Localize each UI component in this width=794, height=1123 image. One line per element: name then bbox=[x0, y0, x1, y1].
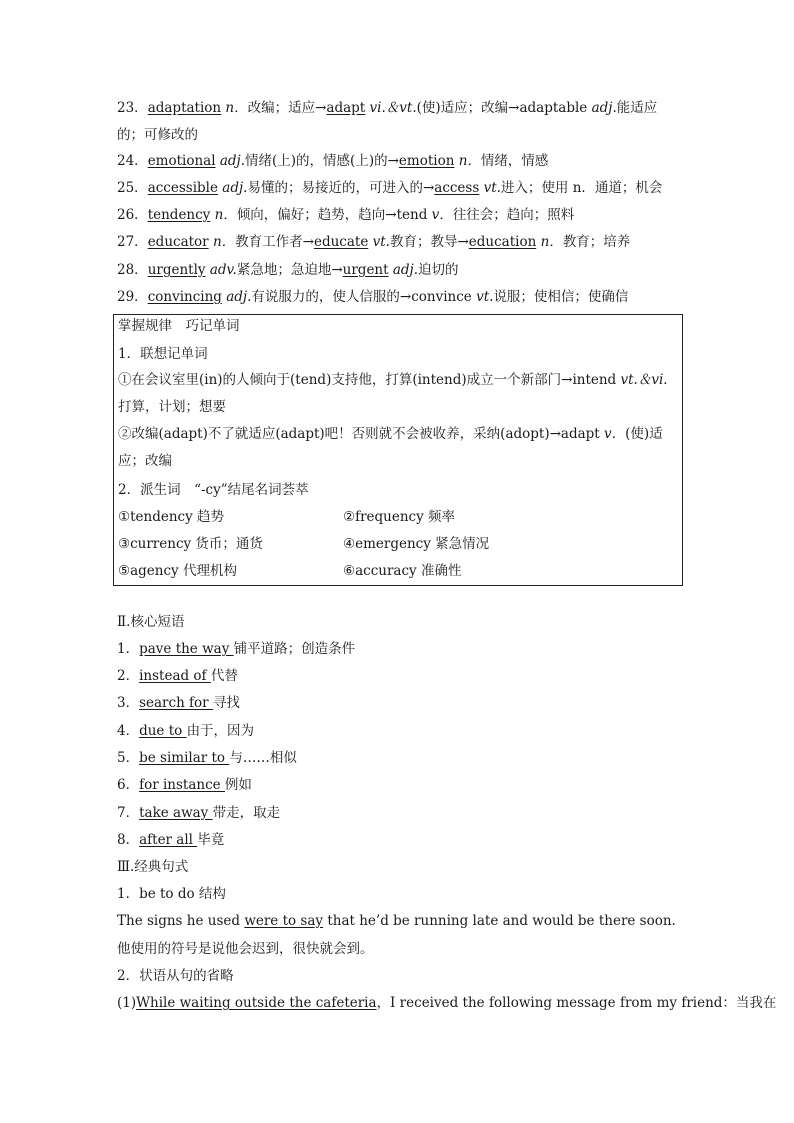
part-of-speech: vt. bbox=[476, 289, 494, 305]
part-of-speech: adj. bbox=[392, 262, 419, 278]
phrase-item bbox=[117, 694, 240, 712]
vocab-item-28 bbox=[117, 261, 459, 279]
section-title-phrases: Ⅱ.核心短语 bbox=[117, 614, 185, 630]
part-of-speech: adj. bbox=[222, 180, 248, 196]
text: ①在会议室里(in)的人倾向于(tend)支持他，打算(intend)成立一个新部门→intend bbox=[118, 372, 621, 388]
item-number: 5． bbox=[117, 750, 140, 766]
meaning: 往往会；趋向；照料 bbox=[452, 207, 575, 223]
part-of-speech: vt. bbox=[372, 234, 390, 250]
derived-word: ②frequency 频率 bbox=[343, 509, 456, 525]
phrase-en: instead of bbox=[139, 668, 211, 684]
item-number: 27． bbox=[117, 234, 148, 250]
related-word: emotion bbox=[398, 153, 455, 169]
phrase-item bbox=[117, 749, 297, 767]
vocab-word: educator bbox=[147, 234, 209, 250]
phrase-en: pave the way bbox=[139, 641, 234, 657]
derived-word: ⑥accuracy 准确性 bbox=[343, 563, 462, 579]
vocab-word: tendency bbox=[147, 207, 211, 223]
vocab-item-29 bbox=[117, 288, 628, 306]
derived-word: ④emergency 紧急情况 bbox=[343, 536, 490, 552]
item-number: 25． bbox=[117, 180, 148, 196]
vocab-word: adaptation bbox=[147, 100, 222, 116]
item-number: 3． bbox=[117, 695, 140, 711]
vocab-item-25 bbox=[117, 179, 662, 197]
item-number: 6． bbox=[117, 777, 140, 793]
item-number: 1． bbox=[117, 641, 140, 657]
memory-tips-box bbox=[113, 314, 683, 586]
part-of-speech: v． bbox=[604, 426, 626, 442]
vocab-item-23 bbox=[117, 95, 679, 149]
text: (使)适应；改编 bbox=[118, 426, 663, 469]
example-sentence-cn: 他使用的符号是说他会迟到，很快就会到。 bbox=[117, 941, 374, 957]
related-word: urgent bbox=[342, 262, 389, 278]
phrase-cn: 由于，因为 bbox=[186, 723, 255, 739]
item-number: 4． bbox=[117, 723, 140, 739]
box-heading-derived: 2．派生词 “-cy”结尾名词荟萃 bbox=[118, 482, 309, 498]
meaning: 有说服力的，使人信服的→convince bbox=[251, 289, 477, 305]
meaning: 倾向，偏好；趋势，趋向→tend bbox=[236, 207, 432, 223]
part-of-speech: v． bbox=[431, 207, 453, 223]
derived-word: ①tendency 趋势 bbox=[118, 509, 225, 525]
phrase-en: search for bbox=[139, 695, 213, 711]
meaning: 进入；使用 n．通道；机会 bbox=[500, 180, 663, 196]
phrase-item bbox=[117, 640, 355, 658]
phrase-en: for instance bbox=[139, 777, 225, 793]
meaning: 教育；培养 bbox=[562, 234, 631, 250]
phrase-item bbox=[117, 831, 224, 849]
highlight: While waiting outside the cafeteria bbox=[136, 995, 377, 1011]
part-of-speech: vt.＆vi. bbox=[620, 372, 668, 388]
phrase-cn: 与……相似 bbox=[229, 750, 297, 766]
example-sentence-en bbox=[117, 994, 776, 1012]
text: 打算，计划；想要 bbox=[118, 399, 226, 415]
part-of-speech: n． bbox=[212, 234, 236, 250]
related-word: access bbox=[434, 180, 480, 196]
part-of-speech: n． bbox=[214, 207, 237, 223]
box-association-1 bbox=[118, 367, 680, 421]
item-number: 29． bbox=[117, 289, 148, 305]
meaning: 教育工作者→ bbox=[235, 234, 314, 250]
item-number: 26． bbox=[117, 207, 148, 223]
part-of-speech: n． bbox=[458, 153, 481, 169]
item-number: 2． bbox=[117, 668, 140, 684]
meaning: 易懂的；易接近的，可进入的→ bbox=[247, 180, 435, 196]
vocab-word: emotional bbox=[147, 153, 216, 169]
derived-word: ③currency 货币；通货 bbox=[118, 536, 263, 552]
text: The signs he used bbox=[117, 913, 245, 929]
phrase-cn: 铺平道路；创造条件 bbox=[233, 641, 356, 657]
highlight: were to say bbox=[244, 913, 324, 929]
phrase-en: after all bbox=[139, 832, 198, 848]
text: ②改编(adapt)不了就适应(adapt)吧！否则就不会被收养，采纳(adopt)→adapt bbox=[118, 426, 605, 442]
meaning: 教育；教导→ bbox=[389, 234, 469, 250]
part-of-speech: n． bbox=[540, 234, 563, 250]
phrase-cn: 毕竟 bbox=[197, 832, 225, 848]
box-heading-association: 1．联想记单词 bbox=[118, 346, 208, 362]
phrase-item bbox=[117, 804, 280, 822]
related-word: education bbox=[468, 234, 537, 250]
pattern-title: 2．状语从句的省略 bbox=[117, 968, 234, 984]
box-title: 掌握规律 巧记单词 bbox=[118, 318, 240, 334]
phrase-en: take away bbox=[139, 805, 213, 821]
meaning: 情绪(上)的，情感(上)的→ bbox=[245, 153, 399, 169]
text: (1) bbox=[117, 995, 137, 1011]
vocab-word: convincing bbox=[147, 289, 222, 305]
item-number: 7． bbox=[117, 805, 140, 821]
part-of-speech: vt. bbox=[483, 180, 501, 196]
vocab-word: urgently bbox=[147, 262, 206, 278]
phrase-cn: 例如 bbox=[224, 777, 252, 793]
phrase-item bbox=[117, 722, 254, 740]
pattern-title: 1．be to do 结构 bbox=[117, 886, 226, 902]
vocab-word: accessible bbox=[147, 180, 218, 196]
vocab-item-26 bbox=[117, 206, 574, 224]
section-title-sentences: Ⅲ.经典句式 bbox=[117, 859, 189, 875]
item-number: 23． bbox=[117, 100, 148, 116]
part-of-speech: adj. bbox=[219, 153, 246, 169]
example-sentence-en bbox=[117, 912, 676, 930]
derived-word: ⑤agency 代理机构 bbox=[118, 563, 237, 579]
phrase-en: due to bbox=[139, 723, 187, 739]
related-word: adapt bbox=[326, 100, 366, 116]
part-of-speech: adj. bbox=[591, 100, 617, 116]
meaning: 改编；适应→ bbox=[247, 100, 327, 116]
phrase-item bbox=[117, 667, 238, 685]
text: ，I received the following message from my friend：当我在 bbox=[376, 995, 777, 1011]
item-number: 8． bbox=[117, 832, 140, 848]
vocab-item-24 bbox=[117, 152, 548, 170]
item-number: 28． bbox=[117, 262, 148, 278]
related-word: educate bbox=[313, 234, 369, 250]
meaning: 迫切的 bbox=[418, 262, 459, 278]
meaning: 说服；使相信；使确信 bbox=[493, 289, 629, 305]
meaning: 情绪，情感 bbox=[480, 153, 549, 169]
part-of-speech: n． bbox=[225, 100, 248, 116]
meaning: 紧急地；急迫地→ bbox=[236, 262, 343, 278]
part-of-speech: adj. bbox=[226, 289, 252, 305]
phrase-cn: 代替 bbox=[210, 668, 238, 684]
phrase-cn: 带走，取走 bbox=[212, 805, 281, 821]
item-number: 24． bbox=[117, 153, 148, 169]
vocab-item-27 bbox=[117, 233, 630, 251]
meaning: (使)适应；改编→adaptable bbox=[416, 100, 592, 116]
part-of-speech: adv. bbox=[209, 262, 237, 278]
meaning: 能适应的；可修改的 bbox=[117, 100, 658, 143]
phrase-en: be similar to bbox=[139, 750, 230, 766]
box-association-2 bbox=[118, 421, 680, 475]
text: that he’d be running late and would be there soon. bbox=[323, 913, 676, 929]
part-of-speech: vi.＆vt. bbox=[369, 100, 417, 116]
phrase-item bbox=[117, 776, 252, 794]
phrase-cn: 寻找 bbox=[212, 695, 240, 711]
